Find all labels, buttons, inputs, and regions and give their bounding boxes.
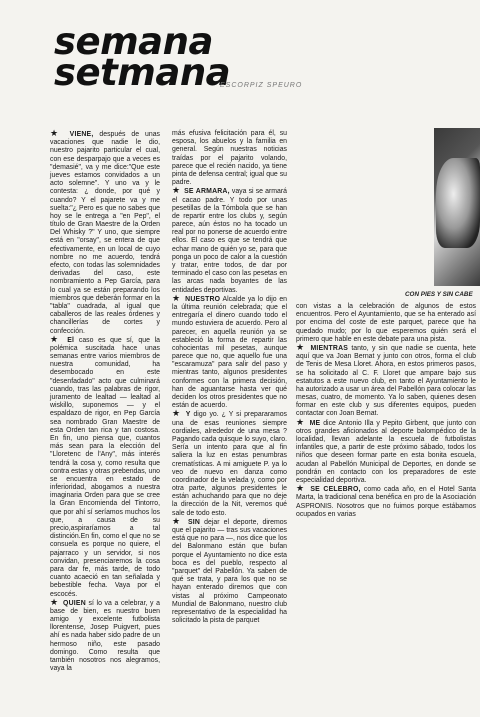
paragraph bbox=[296, 341, 476, 419]
star-icon: ★ bbox=[50, 128, 69, 138]
paragraph-lead: QUIEN bbox=[63, 599, 86, 607]
column-3 bbox=[296, 303, 476, 519]
paragraph-lead: SE ARMARA, bbox=[184, 188, 230, 196]
byline: ESCORPIZ SPEURO bbox=[220, 82, 303, 89]
paragraph-text: vaya si se armará el cacao padre. Y todo por unas pesetillas de la Tómbola que se han de repartir entre los clubs y, según parece, aún éstos no ha tocado un real por no ponerse de acuerdo entre ellos. El caso es que se tendrá que echar mano de quién yo se, para que ponga un poco de calor a la cuestión y tratar, entre todos, de dar por terminado el caso con las pesetas en las arcas nada boyantes de las entidades deportivas. bbox=[172, 188, 288, 294]
paragraph bbox=[50, 596, 160, 674]
paragraph-text: con vistas a la celebración de algunos de estos encuentros. Pero el Ayuntamiento, que se ha enterado así por encima del coste de este parquet, parece que ha quedado mudo; por lo que esperemos quién será el primero que hable en este debate para una pista. bbox=[296, 303, 476, 343]
paragraph-text: tanto, y sin que nadie se cuenta, hete aquí que va Joan Bernat y junto con otros, forma el club de Tenis de Mesa Lloret. Ahora, en estos primeros pasos, se ha solicitado al C. F. Lloret que ampare bajo sus estatutos a este nuevo club, en tanto el Ayuntamiento le ha autorizado a usar un área del Pabellón para colocar las mesas, cuatro, de momento. Ya lo saben, quienes desen formar en este club y sus diferentes equipos, pueden contactar con Joan Bernat. bbox=[296, 344, 476, 418]
paragraph bbox=[50, 333, 161, 599]
star-icon: ★ bbox=[50, 333, 67, 344]
star-icon: ★ bbox=[172, 292, 185, 303]
paragraph-lead: Y bbox=[185, 411, 191, 419]
paragraph bbox=[296, 416, 476, 486]
photo-caption: CON PIES Y SIN CABE bbox=[405, 291, 473, 298]
paragraph bbox=[296, 303, 476, 344]
title-line-1: semana bbox=[54, 20, 213, 63]
paragraph-lead: ME bbox=[309, 419, 321, 427]
paragraph bbox=[172, 187, 287, 294]
paragraph-lead: El bbox=[67, 336, 75, 344]
column-1 bbox=[50, 130, 160, 673]
paragraph-lead: MIENTRAS bbox=[310, 344, 349, 352]
paragraph-text: después de unas vacaciones que nadie le dio, nuestro pajarito particular el cual, con ese desparpajo que a veces es "demasié", va y me dice:"Que este jueves estamos convidados a un acto solemne". Y uno va y le contesta: ¿ donde, por qué y cuando? Y el pajarete va y me suelta:"¿ Pero es que no sabes que hoy se le entrega a "en Pep", el título de Gran Maestre de la Orden Del Whisky ?" Y uno, que siempre está en "orsay", se entera de que efectivamente, en un local de cuyo nombre no me acuerdo, tendrá efecto, con todas las solemnidades derivadas del caso, este nombramiento a Pep García, para lo cual ya se están preparando los miembros que deberán formar en la "tabla" cuadrada, al igual que caballeros de las reales órdenes y chancillerías de cortes y confección. bbox=[50, 131, 161, 335]
star-icon: ★ bbox=[296, 341, 310, 352]
paragraph-text: digo yo. ¿ Y si prepararamos una de esas reuniones siempre cordiales, alrededor de una mesa ? Pagando cada quisque lo suyo, claro. Sería un intento para que al fin saliera la luz en estas penumbras crematísticas. A mi amiguete P. ya lo veo de nuevo en danza como coordinador de la velada y, como por otra parte, algunos presidentes le están achuchando para que no deje la dirección de la Nit, veremos qué sale de todo esto. bbox=[172, 411, 287, 517]
paragraph-text: sí lo va a celebrar, y a base de bien, es nuestro buen amigo y excelente futbolista llorentense, Josep Puigvert, pues ahí es nada haber sido padre de un hermoso niño, este pasado domingo. Como resulta que también nosotros nos alegramos, vaya la bbox=[50, 599, 160, 673]
star-icon: ★ bbox=[296, 416, 309, 427]
paragraph-lead: SIN bbox=[187, 518, 201, 526]
star-icon: ★ bbox=[172, 185, 184, 196]
feet-photo bbox=[400, 128, 480, 286]
star-icon: ★ bbox=[296, 483, 310, 494]
paragraph-text: dejar el deporte, diremos que el pajarito — tras sus vacaciones está que no para —, nos dice que los del Balonmano están que bufan porque el Ayuntamiento no dice esta boca es del pueblo, respecto al "parquet" del Pabellón. Ya saben de qué se trata, y para los que no se hayan enterado diremos que con vistas al próximo Campeonato Mundial de Balonmano, nuestro club representativo de la especialidad ha solicitado la pista de parquet bbox=[172, 518, 287, 625]
paragraph-lead: SE CELEBRO, bbox=[310, 486, 361, 494]
paragraph-text: más efusiva felicitación para él, su esposa, los abuelos y la familia en general. Según nuestras noticias traídas por el pajarito volando, parece que el recién nacido, ya tiene pinta de defensa central; igual que su padre. bbox=[172, 130, 287, 187]
paragraph bbox=[172, 292, 287, 411]
paragraph-text: como cada año, en el Hotel Santa Marta, la tradicional cena benéfica en pro de la Asociación ASPRONIS. Nosotros que no fuimos porque estábamos ocupados en varias bbox=[296, 486, 476, 518]
column-2 bbox=[172, 130, 287, 625]
paragraph-text: Alcalde ya lo dijo en la última reunión celebrada; que el entregaría el dinero cuando todo el mundo estuviera de acuerdo. Pero al parecer, en aquella reunión ya se estableció la forma de repartir las cohocientas mil pesetas, aunque parece que no, que aquello fue una "escaramuza" para salir del paso y mientras tanto, algunos presidentes conformes con la primera decisión, han de aguantarse hasta ver qué deciden los otros presidentes que no están de acuerdo. bbox=[172, 295, 287, 410]
paragraph-text: caso es que sí, que la polémica suscitada hace unas semanas entre varios miembros de nuestra comunidad, ha desembocado en este "desenfadado" acto que culminará cuando, tras las palabras de rigor, juramento de lealtad — lealtad al wiskillo, suponemos — y el espaldazo de rigor, en Pep García sea nombrado Gran Maestre de esta Orden tan rica y tan costosa. En fin, uno piensa que, cuantos más sean para la elección del "Lloretenc de l'Any", más interés tendrá la cosa y, como resulta que contra estas y otras prebendas, uno se encuentra en estado de inferioridad, abogamos a nuestra imaginaria Orden para que se cree la Gran Encomienda del Tintorro, que por ahí sí seríamos muchos los que, a causa de su precio,aspiraríamos a tal distinción.En fin, como el que no se consuela es porque no quiere, el pajarraco y un servidor, si nos convidan, presenciaremos la cosa para dar fe, más tarde, de todo cuanto acaeció en tan señalada y bebestible fecha. Vaya por el escocés. bbox=[50, 336, 161, 598]
paragraph bbox=[296, 485, 476, 519]
page-title bbox=[54, 20, 231, 94]
paragraph bbox=[50, 130, 160, 336]
paragraph bbox=[172, 410, 287, 517]
star-icon: ★ bbox=[50, 596, 63, 607]
paragraph-text: dice Antonio Illa y Pepito Girbent, que junto con otros grandes aficionados al deporte balompédico de la localidad, llevan adelante la escuela de futbolistas infantiles que, a partir de este próximo sábado, todos los niños que deseen formar parte en esta bonita escuela, acudan al Pabellón Municipal de Deportes, en donde se pondrán en contacto con los preparadores de este especialidad deportiva. bbox=[296, 419, 476, 484]
paragraph-lead: NUESTRO bbox=[185, 295, 221, 303]
title-line-2: setmana bbox=[54, 51, 231, 94]
paragraph bbox=[172, 515, 287, 625]
paragraph bbox=[172, 130, 287, 187]
paragraph-lead: VIENE, bbox=[69, 131, 94, 138]
star-icon: ★ bbox=[172, 408, 185, 419]
star-icon: ★ bbox=[172, 515, 187, 526]
